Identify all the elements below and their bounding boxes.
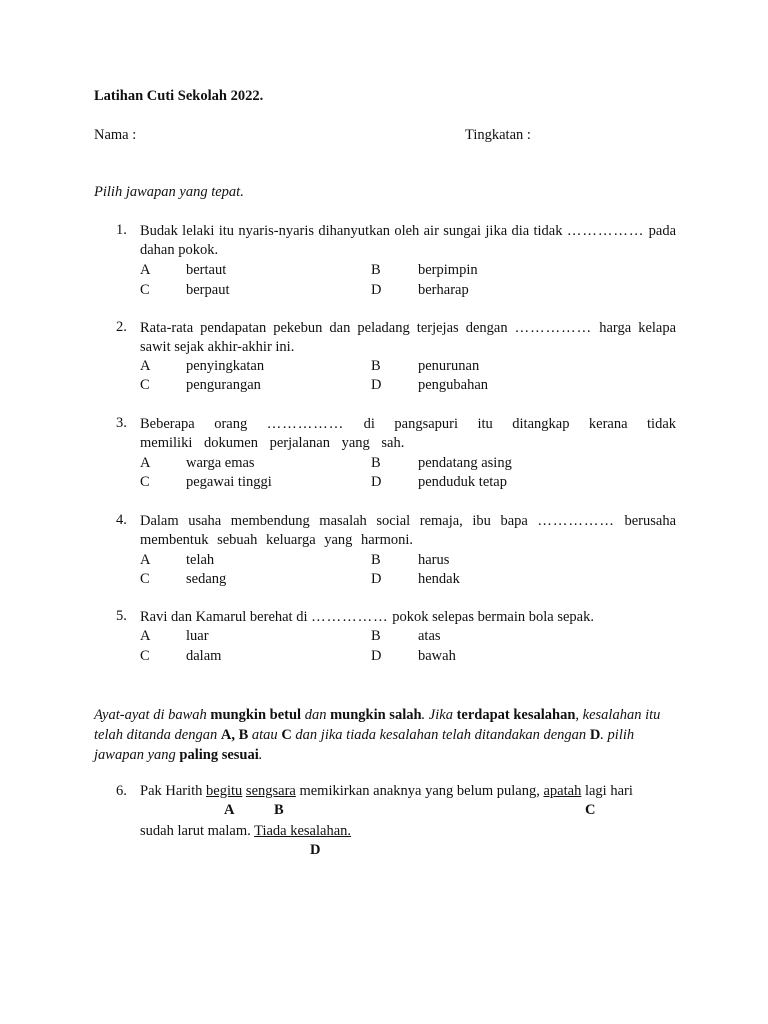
question-text: sudah larut malam. xyxy=(140,823,255,839)
option-letter-a: A xyxy=(140,358,151,374)
question-text xyxy=(140,319,676,357)
option-text-d: hendak xyxy=(418,571,460,587)
option-text-d: pengubahan xyxy=(418,377,489,393)
question-number: 2. xyxy=(116,319,127,335)
nama-label: Nama : xyxy=(94,127,137,143)
document-title: Latihan Cuti Sekolah 2022. xyxy=(94,88,264,104)
question-text-after: pokok selepas bermain bola sepak. xyxy=(392,609,594,625)
question-text-after: di pangsapuri itu ditangkap kerana tidak memiliki dokumen perjalanan yang sah. xyxy=(140,416,677,451)
option-text-b: pendatang asing xyxy=(418,455,512,471)
question-2 xyxy=(94,319,676,399)
answer-blank: …………… xyxy=(514,320,593,336)
instruction-text: . xyxy=(258,747,263,763)
option-text-a: bertaut xyxy=(186,262,227,278)
option-text-c: pegawai tinggi xyxy=(186,474,272,490)
underlined-segment-c: apatah xyxy=(543,783,582,799)
option-letter-d: D xyxy=(371,648,382,664)
label-c: C xyxy=(585,802,596,818)
instruction-bold-text: D xyxy=(589,727,601,743)
question-text-before: Rata-rata pendapatan pekebun dan peladang terjejas dengan xyxy=(140,320,508,336)
question-text-after: berusaha membentuk sebuah keluarga yang harmoni. xyxy=(140,513,677,548)
option-letter-a: A xyxy=(140,552,151,568)
option-letter-d: D xyxy=(371,474,382,490)
question-4 xyxy=(94,512,676,592)
option-text-c: dalam xyxy=(186,648,222,664)
option-letter-d: D xyxy=(371,571,382,587)
question-text xyxy=(140,608,676,627)
option-letter-d: D xyxy=(371,282,382,298)
option-text-a: penyingkatan xyxy=(186,358,265,374)
instruction-text: dan xyxy=(301,707,331,723)
instruction-text: atau xyxy=(248,727,282,743)
question-text: lagi hari xyxy=(581,783,633,799)
answer-blank: …………… xyxy=(566,223,645,239)
question-text xyxy=(140,415,676,453)
label-b: B xyxy=(274,802,284,818)
label-d: D xyxy=(310,842,321,858)
question-number: 6. xyxy=(116,783,127,799)
question-5 xyxy=(94,608,676,668)
question-text-after: pada dahan pokok. xyxy=(140,223,677,258)
option-text-a: warga emas xyxy=(186,455,255,471)
option-text-b: harus xyxy=(418,552,450,568)
instruction-choose-answer: Pilih jawapan yang tepat. xyxy=(94,184,244,200)
instruction-text: , kesalahan itu telah ditanda dengan xyxy=(94,707,661,743)
option-letter-b: B xyxy=(371,262,381,278)
option-letter-c: C xyxy=(140,474,150,490)
option-text-d: berharap xyxy=(418,282,469,298)
option-letter-b: B xyxy=(371,455,381,471)
option-text-a: telah xyxy=(186,552,215,568)
instruction-text: . Jika xyxy=(421,707,457,723)
instruction-text: Ayat-ayat di bawah xyxy=(94,707,211,723)
question-text xyxy=(140,512,676,550)
instruction-text: dan jika tiada kesalahan telah ditandakan dengan xyxy=(291,727,590,743)
label-a: A xyxy=(224,802,235,818)
question-number: 3. xyxy=(116,415,127,431)
instruction-error-identification xyxy=(94,705,676,765)
option-letter-c: C xyxy=(140,571,150,587)
option-letter-d: D xyxy=(371,377,382,393)
instruction-bold-text: terdapat kesalahan xyxy=(456,707,576,723)
option-text-c: sedang xyxy=(186,571,227,587)
answer-blank: …………… xyxy=(537,513,615,529)
question-text: memikirkan anaknya yang belum pulang, xyxy=(295,783,544,799)
tingkatan-label: Tingkatan : xyxy=(465,127,531,143)
option-text-c: pengurangan xyxy=(186,377,261,393)
question-text-after: harga kelapa sawit sejak akhir-akhir ini. xyxy=(140,320,677,355)
option-text-c: berpaut xyxy=(186,282,230,298)
question-6 xyxy=(94,783,694,863)
option-letter-c: C xyxy=(140,648,150,664)
instruction-bold-text: paling sesuai xyxy=(179,747,259,763)
question-text-before: Budak lelaki itu nyaris-nyaris dihanyutkan oleh air sungai jika dia tidak xyxy=(140,223,563,239)
underlined-segment-b: sengsara xyxy=(245,783,296,799)
underlined-segment-d: Tiada kesalahan. xyxy=(254,823,352,839)
instruction-bold-text: mungkin betul xyxy=(210,707,302,723)
option-text-a: luar xyxy=(186,628,209,644)
question-number: 5. xyxy=(116,608,127,624)
option-letter-b: B xyxy=(371,358,381,374)
option-text-d: bawah xyxy=(418,648,456,664)
option-text-b: berpimpin xyxy=(418,262,478,278)
question-1 xyxy=(94,222,676,302)
option-letter-a: A xyxy=(140,455,151,471)
option-text-b: penurunan xyxy=(418,358,480,374)
instruction-text: . pilih jawapan yang xyxy=(94,727,635,763)
answer-blank: …………… xyxy=(311,609,389,625)
option-text-b: atas xyxy=(418,628,441,644)
instruction-bold-text: mungkin salah xyxy=(330,707,422,723)
option-letter-c: C xyxy=(140,282,150,298)
underlined-segment-a: begitu xyxy=(206,783,243,799)
instruction-bold-text: C xyxy=(281,727,292,743)
option-letter-b: B xyxy=(371,628,381,644)
question-text-line-1 xyxy=(140,783,633,800)
question-text: Pak Harith xyxy=(140,783,207,799)
option-letter-c: C xyxy=(140,377,150,393)
option-letter-b: B xyxy=(371,552,381,568)
option-letter-a: A xyxy=(140,628,151,644)
question-text xyxy=(140,222,676,260)
option-letter-a: A xyxy=(140,262,151,278)
question-number: 4. xyxy=(116,512,127,528)
question-3 xyxy=(94,415,676,495)
question-number: 1. xyxy=(116,222,127,238)
question-text-before: Beberapa orang xyxy=(140,416,248,432)
answer-blank: …………… xyxy=(266,416,345,432)
question-text-before: Dalam usaha membendung masalah social remaja, ibu bapa xyxy=(140,513,528,529)
question-text-before: Ravi dan Kamarul berehat di xyxy=(140,609,308,625)
question-text-line-2 xyxy=(140,823,351,840)
option-text-d: penduduk tetap xyxy=(418,474,507,490)
instruction-bold-text: A, B xyxy=(220,727,249,743)
